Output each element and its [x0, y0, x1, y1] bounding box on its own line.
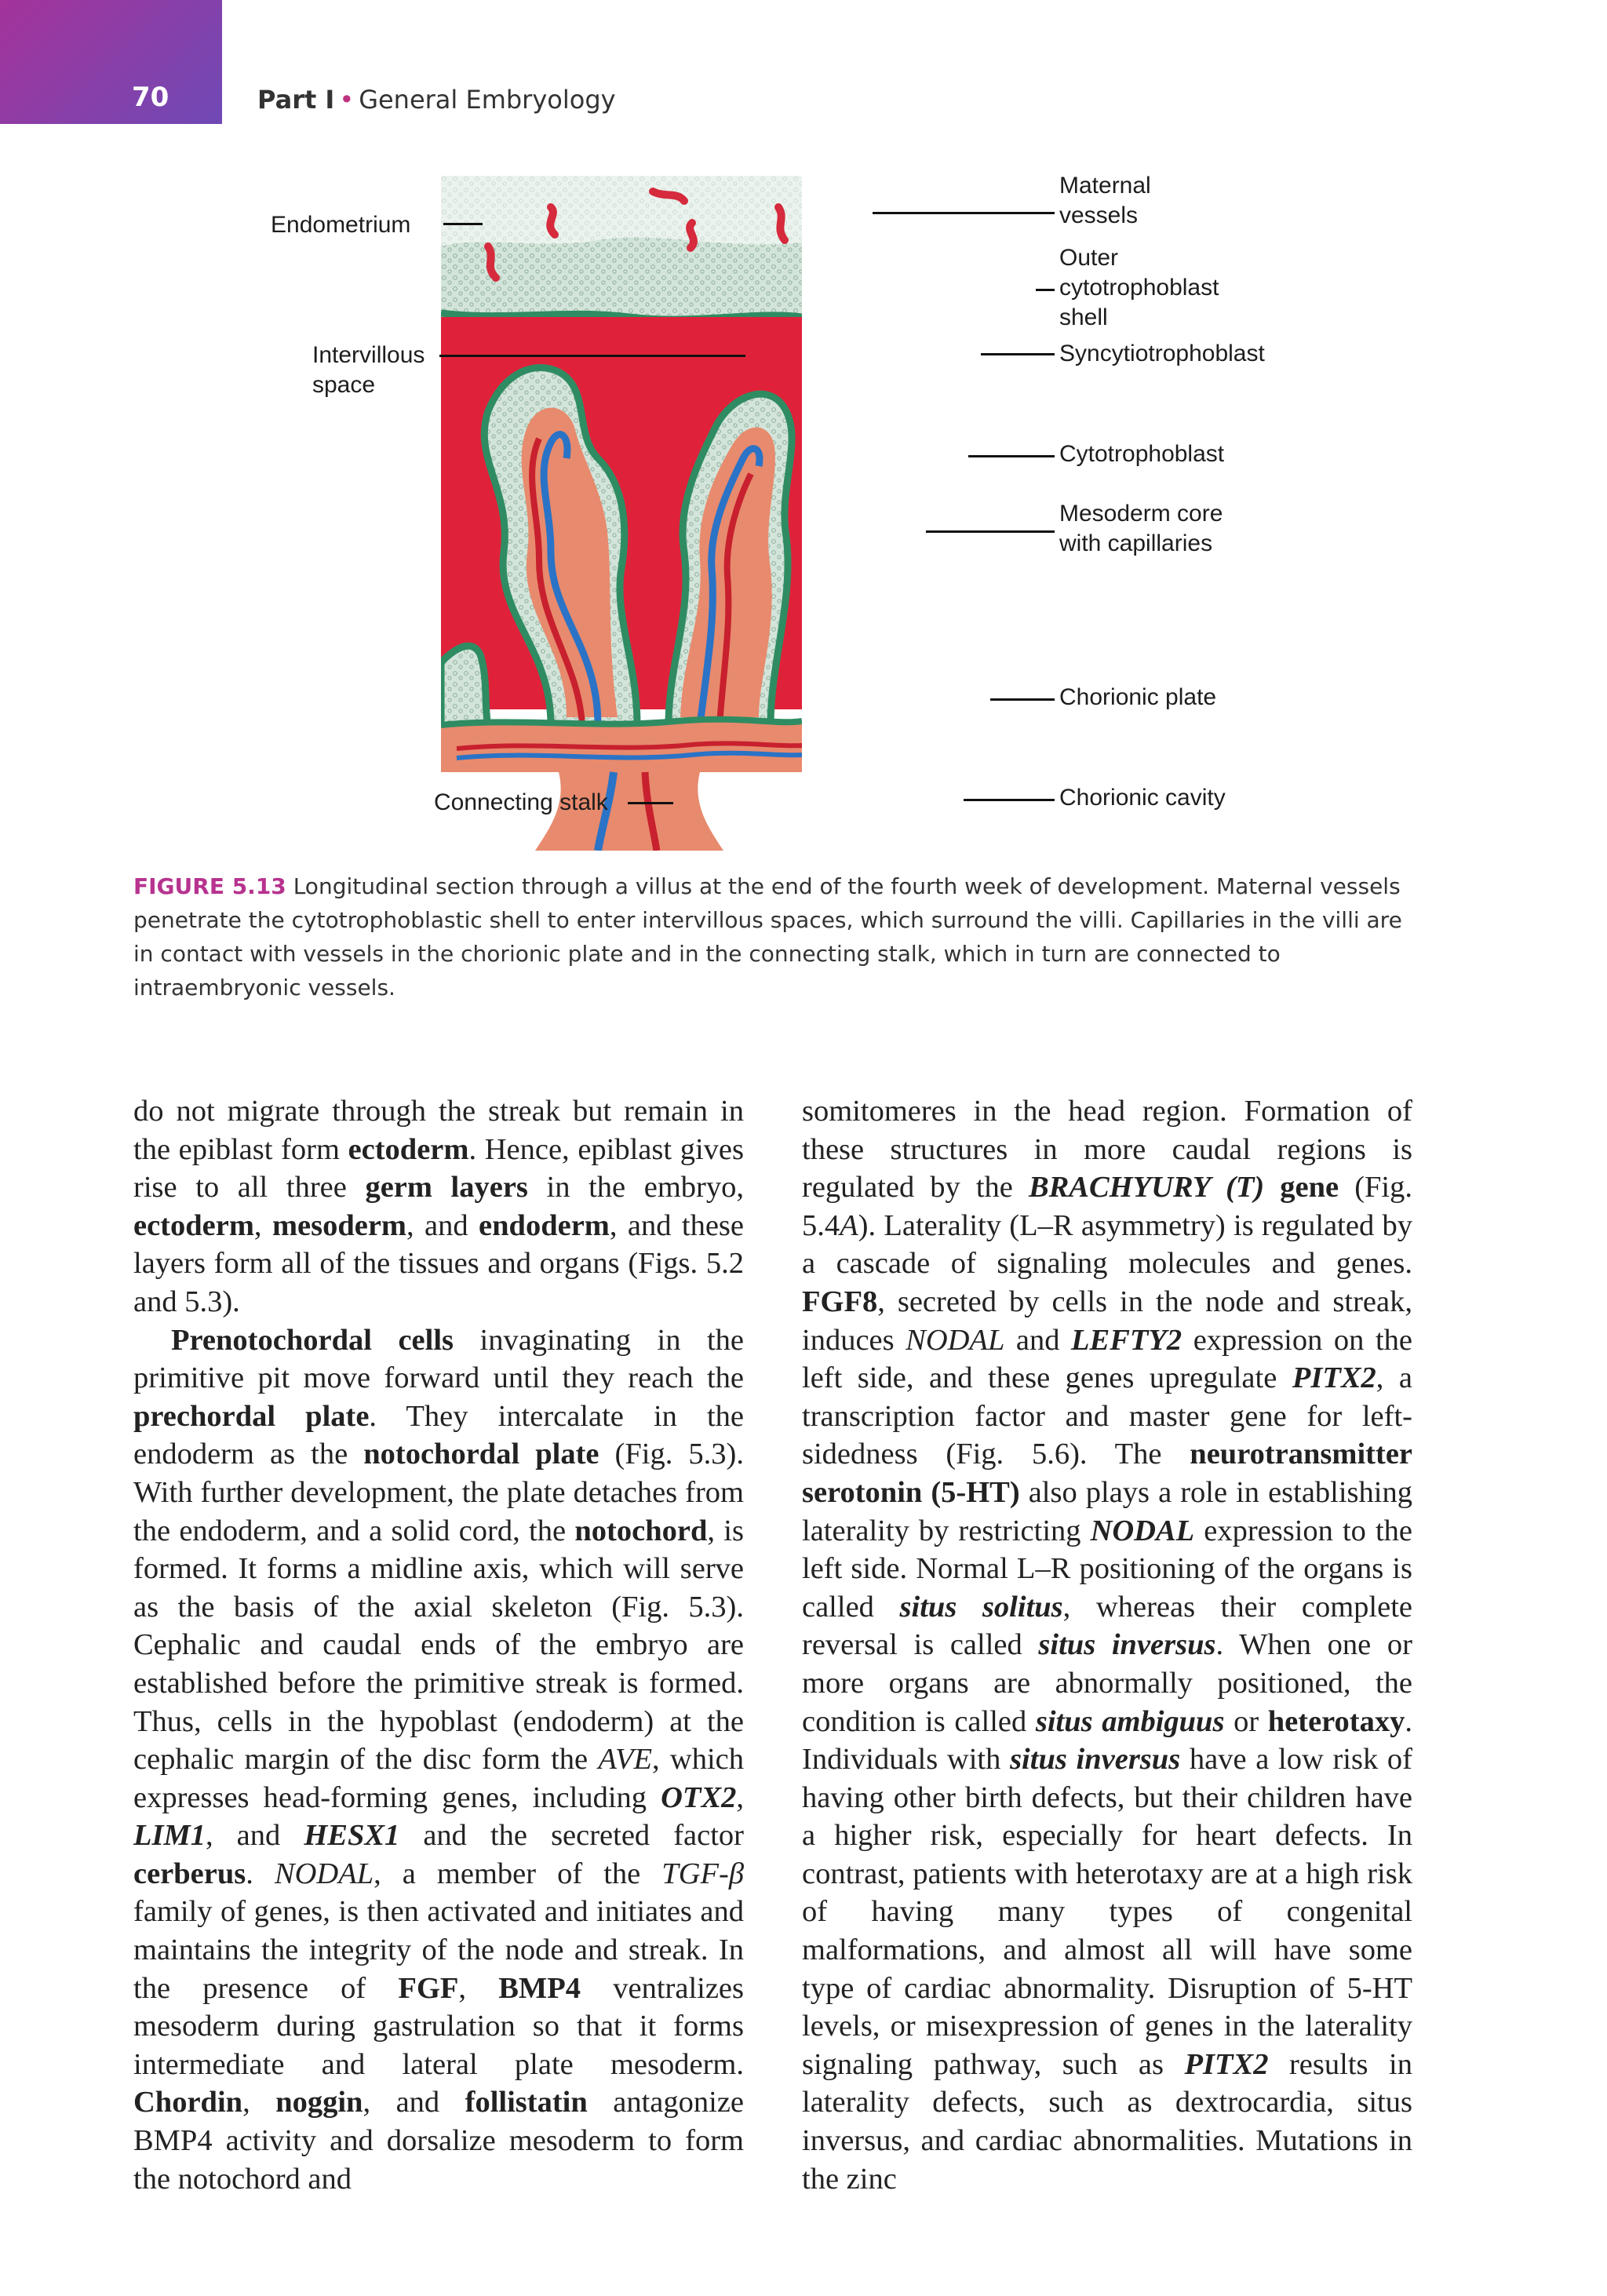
- text-run: or: [1224, 1704, 1268, 1738]
- paragraph: [133, 1321, 744, 2199]
- figure-caption-text: Longitudinal section through a villus at the end of the fourth week of development. Maternal vessels penetrate the cytotrophoblastic shell to enter intervillous spaces, which surround the villi. Capillaries in the villi are in contact with vessels in the chorionic plate and in the connecting stalk, which in turn are connected to intraembryonic vessels.: [133, 873, 1402, 1000]
- text-run: ,: [736, 1780, 744, 1814]
- bold-term: NODAL: [1090, 1514, 1195, 1547]
- label-maternal-vessels: [1059, 171, 1151, 231]
- text-run: in the embryo,: [527, 1171, 744, 1204]
- leader-intervillous: [439, 355, 745, 357]
- text-run: somitomeres in the head region. Formation of these structures in more caudal regions is regulated by the: [802, 1095, 1412, 1204]
- body-column-right: [802, 1092, 1412, 2198]
- paragraph: [802, 1092, 1412, 2198]
- bold-term: HESX1: [304, 1819, 400, 1853]
- label-outer-line1: Outer: [1059, 245, 1119, 271]
- bold-term: notochordal plate: [363, 1438, 599, 1471]
- paragraph: [133, 1092, 744, 1321]
- text-run: . They intercalate in the endoderm as the: [133, 1399, 744, 1471]
- label-syncytiotrophoblast: Syncytiotrophoblast: [1059, 341, 1265, 366]
- italic-term: AVE: [598, 1743, 653, 1777]
- bold-term: PITX2: [1292, 1361, 1376, 1395]
- bold-term: germ layers: [365, 1171, 528, 1204]
- text-run: . Hence, epiblast gives rise to all three: [133, 1132, 744, 1204]
- leader-maternal-vessels: [873, 212, 1055, 214]
- bold-term: gene: [1264, 1171, 1339, 1204]
- text-run: , whereas their complete reversal is called: [802, 1590, 1412, 1662]
- italic-term: NODAL: [906, 1323, 1005, 1357]
- label-intervillous-line1: Intervillous: [312, 342, 425, 368]
- bold-term: ectoderm: [348, 1132, 469, 1166]
- text-run: results in laterality defects, such as dextrocardia, situs inversus, and cardiac abnormalities. Mutations in the zinc: [802, 2047, 1412, 2196]
- text-run: ,: [242, 2086, 276, 2119]
- running-head-part: Part I: [257, 85, 335, 115]
- text-run: . When one or more organs are abnormally positioned, the condition is called: [802, 1628, 1413, 1738]
- bold-term: follistatin: [465, 2086, 588, 2119]
- text-run: , and these layers form all of the tissues and organs (Figs. 5.2 and 5.3).: [133, 1208, 744, 1318]
- label-outer-shell: [1059, 243, 1219, 333]
- bold-term: situs inversus: [1010, 1743, 1181, 1777]
- bold-term: mesoderm: [271, 1208, 406, 1242]
- bold-term: prechordal plate: [133, 1399, 370, 1433]
- leader-endometrium: [443, 223, 483, 225]
- text-run: (Fig. 5.4: [802, 1171, 1413, 1242]
- text-run: ventralizes mesoderm during gastrulation so that it forms intermediate and lateral plate mesoderm.: [133, 1971, 745, 2081]
- text-run: expression to the left side. Normal L–R positioning of the organs is called: [802, 1514, 1412, 1624]
- text-run: ,: [458, 1971, 499, 2005]
- leader-mesoderm-core: [926, 530, 1055, 533]
- leader-cytotrophoblast: [968, 455, 1055, 457]
- text-run: and the secreted factor: [399, 1819, 744, 1853]
- bold-term: endoderm: [479, 1208, 610, 1242]
- bold-term: heterotaxy: [1267, 1704, 1405, 1738]
- bold-term: Prenotochordal cells: [171, 1323, 454, 1357]
- text-run: , and: [363, 2086, 465, 2119]
- text-run: invaginating in the primitive pit move forward until they reach the: [133, 1323, 744, 1395]
- running-head-section: General Embryology: [359, 85, 616, 115]
- text-run: also plays a role in establishing laterality by restricting: [802, 1475, 1412, 1547]
- leader-outer-shell: [1036, 289, 1055, 291]
- label-outer-line3: shell: [1059, 304, 1108, 330]
- bold-term: LEFTY2: [1071, 1323, 1182, 1357]
- bold-term: situs inversus: [1038, 1628, 1216, 1662]
- figure-caption: [133, 869, 1420, 1004]
- leader-connecting-stalk: [628, 802, 673, 804]
- text-run: , and: [406, 1208, 479, 1242]
- label-maternal-line1: Maternal: [1059, 173, 1151, 199]
- leader-chorionic-cavity: [964, 799, 1055, 801]
- bold-term: cerberus: [133, 1857, 246, 1890]
- leader-chorionic-plate: [990, 698, 1055, 701]
- label-intervillous-space: [312, 341, 425, 400]
- label-connecting-stalk: Connecting stalk: [434, 789, 608, 815]
- bold-term: Chordin: [133, 2086, 243, 2119]
- label-intervillous-line2: space: [312, 372, 376, 398]
- leader-syncytiotrophoblast: [981, 353, 1055, 355]
- bold-term: BRACHYURY (T): [1028, 1171, 1265, 1204]
- bold-term: LIM1: [133, 1819, 206, 1853]
- bold-term: OTX2: [661, 1780, 737, 1814]
- figure-caption-label: FIGURE 5.13: [133, 873, 286, 899]
- text-run: , a member of the: [374, 1857, 662, 1890]
- label-chorionic-plate: Chorionic plate: [1059, 684, 1217, 710]
- bold-term: situs solitus: [899, 1590, 1063, 1624]
- bold-term: FGF8: [802, 1285, 878, 1318]
- villus-illustration: [441, 176, 802, 851]
- text-run: antagonize BMP4 activity and dorsalize mesoderm to form the notochord and: [133, 2086, 745, 2196]
- text-run: ). Laterality (L–R asymmetry) is regulated by a cascade of signaling molecules and genes.: [802, 1208, 1412, 1281]
- text-run: , secreted by cells in the node and streak, induces: [802, 1285, 1412, 1357]
- label-mesoderm-line2: with capillaries: [1059, 530, 1213, 556]
- italic-term: A: [840, 1208, 858, 1242]
- text-run: ,: [253, 1208, 272, 1242]
- bold-term: BMP4: [498, 1971, 581, 2005]
- text-run: family of genes, is then activated and initiates and maintains the integrity of the node and streak. In the presence of: [133, 1895, 744, 2005]
- label-mesoderm-core: [1059, 499, 1223, 559]
- label-endometrium: Endometrium: [271, 212, 411, 238]
- text-run: , a transcription factor and master gene for left-sidedness (Fig. 5.6). The: [802, 1361, 1413, 1471]
- label-mesoderm-line1: Mesoderm core: [1059, 501, 1223, 527]
- body-column-left: [133, 1092, 744, 2198]
- text-run: expression on the left side, and these genes upregulate: [802, 1323, 1412, 1395]
- text-run: .: [246, 1857, 275, 1890]
- text-run: , which expresses head-forming genes, including: [133, 1743, 744, 1814]
- running-head: [257, 85, 616, 115]
- bold-term: situs ambiguus: [1035, 1704, 1225, 1738]
- text-run: have a low risk of having other birth defects, but their children have a higher risk, especially for heart defects. In contrast, patients with heterotaxy are at a high risk of having many types of congenital malformations, and almost all will have some type of cardiac abnormality. Disruption of 5-HT levels, or misexpression of genes in the laterality signaling pathway, such as: [802, 1743, 1412, 2081]
- running-head-separator: •: [339, 85, 355, 115]
- label-cytotrophoblast: Cytotrophoblast: [1059, 441, 1225, 467]
- label-outer-line2: cytotrophoblast: [1059, 275, 1219, 301]
- maternal-vessel: [550, 207, 555, 235]
- text-run: , is formed. It forms a midline axis, which will serve as the basis of the axial skeleton (Fig. 5.3). Cephalic and caudal ends of the embryo are established before the primitive streak is formed. Thus, cells in the hypoblast (endoderm) at the cephalic margin of the disc form the: [133, 1514, 744, 1777]
- text-run: do not migrate through the streak but remain in the epiblast form: [133, 1095, 744, 1166]
- bold-term: PITX2: [1184, 2047, 1269, 2081]
- text-run: . Individuals with: [802, 1704, 1412, 1777]
- bold-term: noggin: [275, 2086, 363, 2119]
- label-maternal-line2: vessels: [1059, 202, 1139, 228]
- text-run: and: [1004, 1323, 1072, 1357]
- text-run: , and: [205, 1819, 304, 1853]
- italic-term: NODAL: [274, 1857, 374, 1890]
- bold-term: neurotransmitter serotonin (5-HT): [802, 1438, 1412, 1509]
- page-number: 70: [132, 82, 169, 113]
- bold-term: ectoderm: [133, 1208, 254, 1242]
- label-chorionic-cavity: Chorionic cavity: [1059, 785, 1226, 811]
- text-run: (Fig. 5.3). With further development, the plate detaches from the endoderm, and a solid cord, the: [133, 1438, 744, 1547]
- bold-term: FGF: [398, 1971, 459, 2005]
- bold-term: notochord: [574, 1514, 708, 1547]
- page-number-tab: [0, 0, 222, 124]
- italic-term: TGF-β: [661, 1857, 745, 1890]
